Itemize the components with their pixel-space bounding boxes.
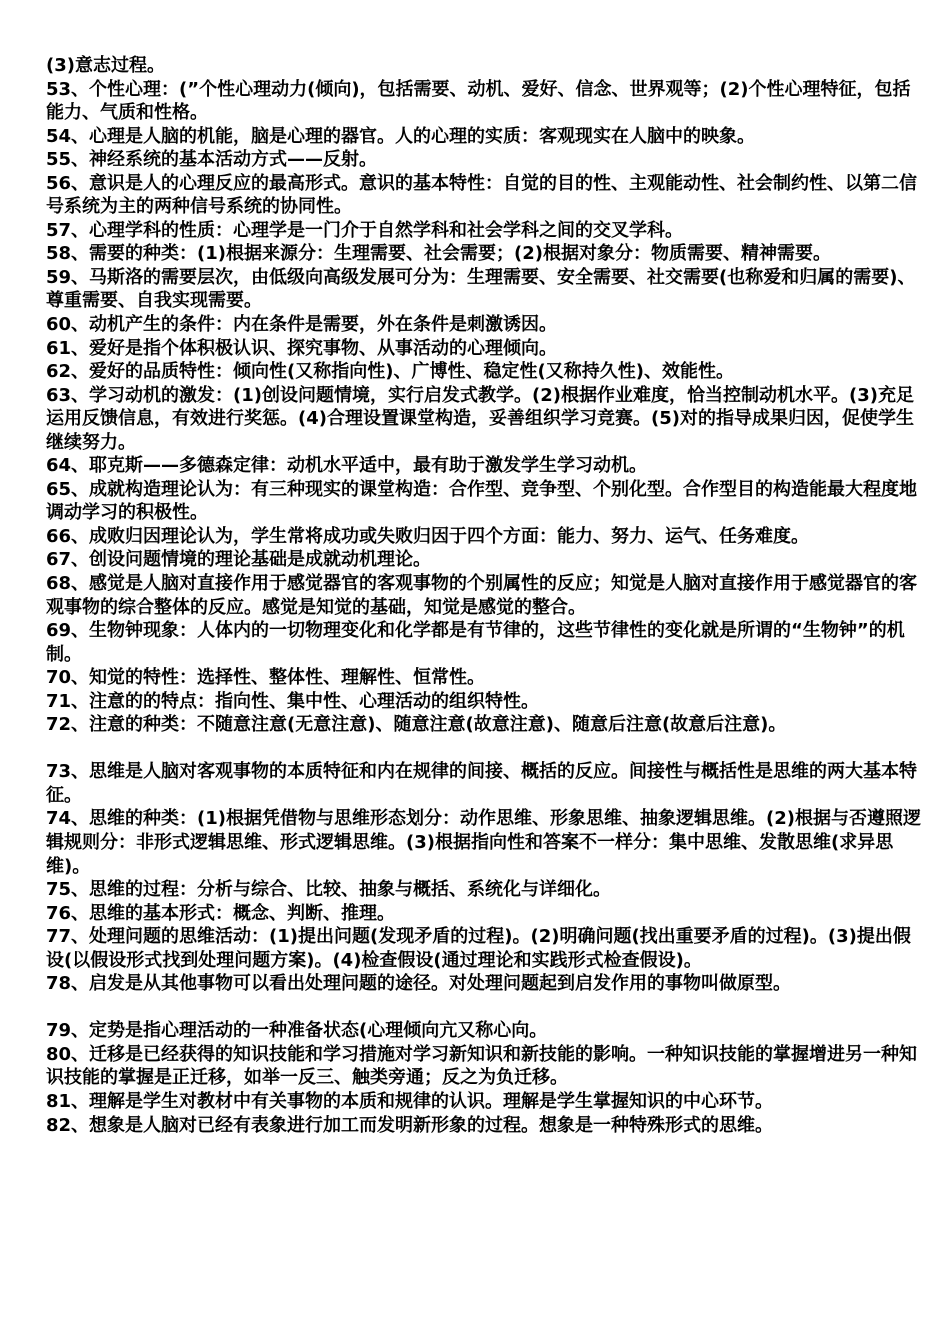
- paragraph: 78、启发是从其他事物可以看出处理问题的途径。对处理问题起到启发作用的事物叫做原型。: [46, 973, 792, 995]
- paragraph: 69、生物钟现象：人体内的一切物理变化和化学都是有节律的，这些节律性的变化就是所谓的“生物钟”的机制。: [46, 620, 905, 665]
- paragraph: 66、成败归因理论认为，学生常将成功或失败归因于四个方面：能力、努力、运气、任务难度。: [46, 525, 810, 547]
- paragraph: 58、需要的种类：(1)根据来源分：生理需要、社会需要；(2)根据对象分：物质需要、精神需要。: [46, 243, 831, 265]
- paragraph: 62、爱好的品质特性：倾向性(又称指向性)、广博性、稳定性(又称持久性)、效能性。: [46, 361, 734, 383]
- paragraph: 60、动机产生的条件：内在条件是需要，外在条件是刺激诱因。: [46, 314, 558, 336]
- paragraph: 79、定势是指心理活动的一种准备状态(心理倾向亢又称心向。: [46, 1020, 548, 1042]
- paragraph: 82、想象是人脑对已经有表象进行加工而发明新形象的过程。想象是一种特殊形式的思维。: [46, 1114, 774, 1136]
- paragraph: 73、思维是人脑对客观事物的本质特征和内在规律的间接、概括的反应。间接性与概括性是思维的两大基本特征。: [46, 761, 918, 806]
- paragraph: 76、思维的基本形式：概念、判断、推理。: [46, 902, 396, 924]
- document-body: [46, 54, 922, 1137]
- paragraph: 65、成就构造理论认为：有三种现实的课堂构造：合作型、竞争型、个别化型。合作型目的构造能最大程度地调动学习的积极性。: [46, 478, 918, 524]
- paragraph: 70、知觉的特性：选择性、整体性、理解性、恒常性。: [46, 667, 486, 689]
- paragraph: 59、马斯洛的需要层次，由低级向高级发展可分为：生理需要、安全需要、社交需要(也称爱和归属的需要)、尊重需要、自我实现需要。: [46, 266, 916, 312]
- paragraph: 61、爱好是指个体积极认识、探究事物、从事活动的心理倾向。: [46, 337, 558, 359]
- paragraph: 55、神经系统的基本活动方式——反射。: [46, 149, 378, 171]
- paragraph: 80、迁移是已经获得的知识技能和学习措施对学习新知识和新技能的影响。一种知识技能的掌握增进另一种知识技能的掌握是正迁移，如举一反三、触类旁通；反之为负迁移。: [46, 1043, 918, 1089]
- paragraph: 64、耶克斯——多德森定律：动机水平适中，最有助于激发学生学习动机。: [46, 455, 648, 477]
- paragraph: 74、思维的种类：(1)根据凭借物与思维形态划分：动作思维、形象思维、抽象逻辑思维。(2)根据与否遵照逻辑规则分：非形式逻辑思维、形式逻辑思维。(3)根据指向性和答案不一样分：集中思维、发散思维(求异思维)。: [46, 808, 921, 877]
- paragraph: 63、学习动机的激发：(1)创设问题情境，实行启发式教学。(2)根据作业难度，恰当控制动机水平。(3)充足运用反馈信息，有效进行奖惩。(4)合理设置课堂构造，妥善组织学习竞赛。(5)对的指导成果归因，促使学生继续努力。: [46, 384, 914, 453]
- paragraph: 57、心理学科的性质：心理学是一门介于自然学科和社会学科之间的交叉学科。: [46, 219, 684, 241]
- paragraph: 68、感觉是人脑对直接作用于感觉器官的客观事物的个别属性的反应；知觉是人脑对直接作用于感觉器官的客观事物的综合整体的反应。感觉是知觉的基础，知觉是感觉的整合。: [46, 573, 918, 618]
- paragraph-gap: [46, 737, 922, 761]
- paragraph: 56、意识是人的心理反应的最高形式。意识的基本特性：自觉的目的性、主观能动性、社会制约性、以第二信号系统为主的两种信号系统的协同性。: [46, 172, 918, 218]
- paragraph: 54、心理是人脑的机能，脑是心理的器官。人的心理的实质：客观现实在人脑中的映象。: [46, 125, 756, 147]
- paragraph: 53、个性心理：(”个性心理动力(倾向)，包括需要、动机、爱好、信念、世界观等；(2)个性心理特征，包括能力、气质和性格。: [46, 78, 911, 124]
- paragraph: 71、注意的的特点：指向性、集中性、心理活动的组织特性。: [46, 690, 540, 712]
- paragraph-gap: [46, 996, 922, 1020]
- paragraph: (3)意志过程。: [46, 55, 165, 76]
- paragraph: 72、注意的种类：不随意注意(无意注意)、随意注意(故意注意)、随意后注意(故意后注意)。: [46, 714, 787, 736]
- paragraph: 81、理解是学生对教材中有关事物的本质和规律的认识。理解是学生掌握知识的中心环节。: [46, 1090, 774, 1112]
- paragraph: 77、处理问题的思维活动：(1)提出问题(发现矛盾的过程)。(2)明确问题(找出重要矛盾的过程)。(3)提出假设(以假设形式找到处理问题方案)。(4)检查假设(通过理论和实践形式检查假设)。: [46, 926, 911, 971]
- paragraph: 67、创设问题情境的理论基础是成就动机理论。: [46, 549, 432, 571]
- paragraph: 75、思维的过程：分析与综合、比较、抽象与概括、系统化与详细化。: [46, 879, 612, 901]
